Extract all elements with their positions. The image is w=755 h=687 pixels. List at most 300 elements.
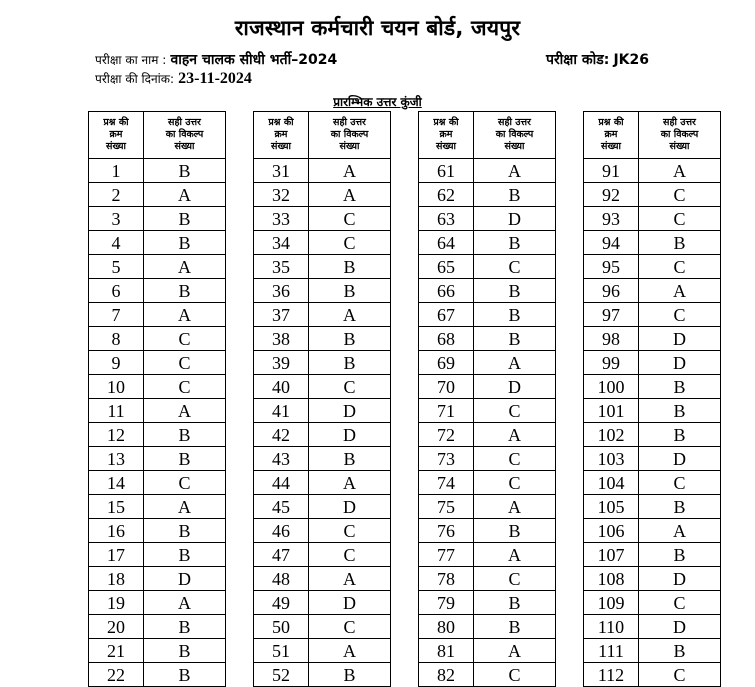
table-row [584,495,721,519]
answer-option: A [309,303,391,327]
table-row [584,567,721,591]
correct-answer-header-line: संख्या [174,140,195,152]
answer-option: C [474,567,556,591]
table-row [584,663,721,687]
answer-option: D [639,615,721,639]
answer-option: B [309,447,391,471]
question-number: 62 [419,183,474,207]
answer-option: C [144,471,226,495]
table-row [584,303,721,327]
answer-key-table [583,111,721,687]
answer-option: B [144,543,226,567]
question-number: 91 [584,159,639,183]
answer-option: B [309,255,391,279]
question-number: 46 [254,519,309,543]
table-row [89,615,226,639]
table-row [254,207,391,231]
table-row [254,231,391,255]
question-number: 67 [419,303,474,327]
answer-option: B [144,663,226,687]
answer-option: C [639,663,721,687]
answer-option: B [639,231,721,255]
table-row [89,663,226,687]
correct-answer-header-line: सही उत्तर [168,117,201,129]
table-row [419,399,556,423]
correct-answer-header-line: का विकल्प [495,129,534,141]
question-number-header-line: प्रश्न की [268,117,294,129]
table-row [254,471,391,495]
table-row [89,423,226,447]
answer-option: B [639,543,721,567]
answer-option: B [144,279,226,303]
question-number: 81 [419,639,474,663]
question-number-header-line: क्रम [109,129,123,141]
table-row [419,543,556,567]
table-row [419,375,556,399]
table-row [419,207,556,231]
answer-option: B [309,663,391,687]
answer-key-table [88,111,226,687]
answer-option: D [309,591,391,615]
correct-answer-header-line: संख्या [339,140,360,152]
question-number: 72 [419,423,474,447]
answer-option: C [639,183,721,207]
correct-answer-header [639,112,721,159]
answer-option: A [309,471,391,495]
answer-option: C [309,615,391,639]
answer-option: B [474,279,556,303]
question-number: 77 [419,543,474,567]
table-row [584,351,721,375]
table-row [89,207,226,231]
correct-answer-header-line: सही उत्तर [663,117,696,129]
table-row [89,567,226,591]
question-number: 99 [584,351,639,375]
answer-option: B [474,183,556,207]
question-number: 36 [254,279,309,303]
answer-option: B [309,327,391,351]
exam-code-line [546,50,649,69]
question-number: 105 [584,495,639,519]
question-number: 104 [584,471,639,495]
question-number: 79 [419,591,474,615]
answer-option: C [309,207,391,231]
table-row [419,327,556,351]
answer-option: B [309,279,391,303]
table-row [419,255,556,279]
question-number: 18 [89,567,144,591]
exam-name-label: परीक्षा का नाम : [95,53,167,67]
answer-option: A [474,639,556,663]
exam-name: वाहन चालक सीधी भर्ती–2024 [170,52,338,68]
answer-option: A [309,159,391,183]
question-number: 37 [254,303,309,327]
answer-option: D [474,375,556,399]
answer-option: A [474,351,556,375]
answer-option: B [474,327,556,351]
table-row [584,519,721,543]
correct-answer-header-line: संख्या [669,140,690,152]
table-row [89,471,226,495]
question-number-header-line: संख्या [436,140,456,152]
table-row [584,327,721,351]
table-row [419,567,556,591]
question-number: 9 [89,351,144,375]
question-number: 22 [89,663,144,687]
answer-option: A [309,639,391,663]
answer-option: B [474,615,556,639]
question-number: 63 [419,207,474,231]
table-row [584,255,721,279]
question-number: 21 [89,639,144,663]
question-number: 12 [89,423,144,447]
question-number: 78 [419,567,474,591]
table-row [419,639,556,663]
question-number-header-line: संख्या [601,140,621,152]
table-row [89,279,226,303]
answer-option: A [474,159,556,183]
answer-option: C [639,303,721,327]
answer-option: A [474,495,556,519]
question-number: 13 [89,447,144,471]
correct-answer-header-line: का विकल्प [660,129,699,141]
table-row [89,495,226,519]
question-number: 97 [584,303,639,327]
table-row [254,423,391,447]
table-row [254,303,391,327]
answer-option: C [309,519,391,543]
answer-option: A [144,399,226,423]
question-number: 17 [89,543,144,567]
table-row [89,255,226,279]
exam-date-label: परीक्षा की दिनांक: [95,72,175,86]
answer-option: B [639,495,721,519]
question-number: 93 [584,207,639,231]
answer-option: C [144,375,226,399]
question-number: 108 [584,567,639,591]
table-row [419,519,556,543]
table-row [419,351,556,375]
question-number-header [584,112,639,159]
answer-option: B [144,207,226,231]
answer-option: B [144,231,226,255]
question-number: 101 [584,399,639,423]
table-row [89,159,226,183]
answer-option: C [639,207,721,231]
answer-option: C [309,231,391,255]
page-title: राजस्थान कर्मचारी चयन बोर्ड, जयपुर [234,16,521,40]
answer-key-table [418,111,556,687]
question-number: 16 [89,519,144,543]
table-row [584,183,721,207]
table-row [89,303,226,327]
table-row [584,639,721,663]
question-number-header [89,112,144,159]
question-number: 110 [584,615,639,639]
answer-option: D [639,447,721,471]
question-number: 103 [584,447,639,471]
answer-option: D [309,399,391,423]
question-number: 106 [584,519,639,543]
question-number-header-line: संख्या [106,140,126,152]
question-number: 1 [89,159,144,183]
question-number-header-line: क्रम [604,129,618,141]
question-number: 15 [89,495,144,519]
answer-option: C [474,255,556,279]
table-row [254,663,391,687]
answer-option: B [639,375,721,399]
question-number: 64 [419,231,474,255]
answer-option: B [474,231,556,255]
table-row [584,399,721,423]
table-row [89,327,226,351]
question-number: 102 [584,423,639,447]
answer-option: C [639,591,721,615]
answer-option: A [309,567,391,591]
question-number-header-line: क्रम [439,129,453,141]
table-row [419,423,556,447]
question-number: 51 [254,639,309,663]
question-number: 39 [254,351,309,375]
question-number: 94 [584,231,639,255]
exam-date-line [95,70,252,88]
question-number: 66 [419,279,474,303]
question-number: 41 [254,399,309,423]
answer-option: C [639,471,721,495]
answer-option: C [474,447,556,471]
table-row [254,543,391,567]
answer-option: D [144,567,226,591]
question-number: 92 [584,183,639,207]
answer-option: B [144,159,226,183]
exam-code: JK26 [613,52,649,68]
answer-option: D [474,207,556,231]
question-number: 38 [254,327,309,351]
table-row [584,423,721,447]
correct-answer-header-line: सही उत्तर [333,117,366,129]
question-number-header-line: प्रश्न की [103,117,129,129]
answer-option: D [639,567,721,591]
question-number: 50 [254,615,309,639]
answer-option: D [309,423,391,447]
exam-date: 23-11-2024 [178,70,252,87]
question-number: 44 [254,471,309,495]
answer-key-table [253,111,391,687]
question-number-header [254,112,309,159]
table-row [419,159,556,183]
question-number: 75 [419,495,474,519]
answer-option: C [474,471,556,495]
question-number: 74 [419,471,474,495]
table-row [254,519,391,543]
answer-option: A [144,255,226,279]
answer-option: C [474,399,556,423]
correct-answer-header-line: का विकल्प [165,129,204,141]
question-number: 45 [254,495,309,519]
table-row [254,183,391,207]
question-number: 10 [89,375,144,399]
answer-option: A [639,519,721,543]
question-number: 111 [584,639,639,663]
question-number-header-line: प्रश्न की [598,117,624,129]
table-row [584,615,721,639]
question-number: 42 [254,423,309,447]
answer-option: B [144,639,226,663]
correct-answer-header [144,112,226,159]
answer-option: A [474,543,556,567]
question-number: 20 [89,615,144,639]
table-row [254,375,391,399]
table-row [254,159,391,183]
question-number: 73 [419,447,474,471]
table-row [254,399,391,423]
table-row [419,591,556,615]
question-number: 35 [254,255,309,279]
answer-option: C [144,327,226,351]
question-number: 33 [254,207,309,231]
answer-option: A [144,183,226,207]
exam-code-label: परीक्षा कोड: [546,52,610,68]
question-number: 3 [89,207,144,231]
question-number-header-line: प्रश्न की [433,117,459,129]
table-row [89,639,226,663]
answer-option: D [639,327,721,351]
question-number: 40 [254,375,309,399]
question-number-header [419,112,474,159]
table-row [584,471,721,495]
answer-option: A [639,159,721,183]
question-number: 34 [254,231,309,255]
exam-name-line [95,50,337,69]
answer-option: D [639,351,721,375]
answer-key-subtitle: प्रारम्भिक उत्तर कुंजी [333,95,422,109]
answer-option: B [639,423,721,447]
table-row [89,375,226,399]
answer-option: B [639,639,721,663]
question-number: 19 [89,591,144,615]
table-row [419,615,556,639]
question-number: 31 [254,159,309,183]
question-number: 43 [254,447,309,471]
table-row [584,207,721,231]
answer-option: D [309,495,391,519]
question-number: 76 [419,519,474,543]
answer-option: A [639,279,721,303]
table-row [89,231,226,255]
table-row [584,279,721,303]
table-row [419,663,556,687]
answer-option: A [144,495,226,519]
question-number: 7 [89,303,144,327]
question-number: 95 [584,255,639,279]
answer-option: B [144,423,226,447]
table-row [89,183,226,207]
table-row [254,447,391,471]
answer-option: C [639,255,721,279]
question-number: 71 [419,399,474,423]
table-row [419,471,556,495]
table-row [89,447,226,471]
question-number: 61 [419,159,474,183]
table-row [419,183,556,207]
question-number: 49 [254,591,309,615]
table-row [254,591,391,615]
correct-answer-header-line: का विकल्प [330,129,369,141]
answer-option: B [474,591,556,615]
table-row [89,351,226,375]
table-row [254,567,391,591]
table-row [254,615,391,639]
answer-option: B [474,519,556,543]
question-number: 11 [89,399,144,423]
answer-option: B [144,447,226,471]
question-number-header-line: संख्या [271,140,291,152]
table-row [419,447,556,471]
answer-option: C [144,351,226,375]
table-row [254,639,391,663]
table-row [254,255,391,279]
question-number: 48 [254,567,309,591]
answer-option: B [639,399,721,423]
table-row [419,303,556,327]
answer-option: C [309,375,391,399]
answer-option: A [309,183,391,207]
question-number: 69 [419,351,474,375]
table-row [89,591,226,615]
correct-answer-header-line: संख्या [504,140,525,152]
question-number: 96 [584,279,639,303]
question-number: 109 [584,591,639,615]
table-row [584,231,721,255]
question-number-header-line: क्रम [274,129,288,141]
question-number: 47 [254,543,309,567]
question-number: 32 [254,183,309,207]
answer-option: C [474,663,556,687]
question-number: 5 [89,255,144,279]
answer-option: B [474,303,556,327]
question-number: 52 [254,663,309,687]
answer-option: C [309,543,391,567]
table-row [419,231,556,255]
question-number: 68 [419,327,474,351]
correct-answer-header-line: सही उत्तर [498,117,531,129]
question-number: 4 [89,231,144,255]
question-number: 8 [89,327,144,351]
question-number: 6 [89,279,144,303]
table-row [89,399,226,423]
answer-option: A [474,423,556,447]
table-row [254,351,391,375]
answer-option: A [144,303,226,327]
question-number: 112 [584,663,639,687]
table-row [254,279,391,303]
question-number: 2 [89,183,144,207]
question-number: 107 [584,543,639,567]
table-row [89,543,226,567]
table-row [419,279,556,303]
table-row [89,519,226,543]
question-number: 70 [419,375,474,399]
table-row [254,327,391,351]
answer-option: A [144,591,226,615]
question-number: 14 [89,471,144,495]
table-row [419,495,556,519]
question-number: 65 [419,255,474,279]
table-row [584,375,721,399]
answer-option: B [144,615,226,639]
table-row [584,591,721,615]
answer-option: B [144,519,226,543]
